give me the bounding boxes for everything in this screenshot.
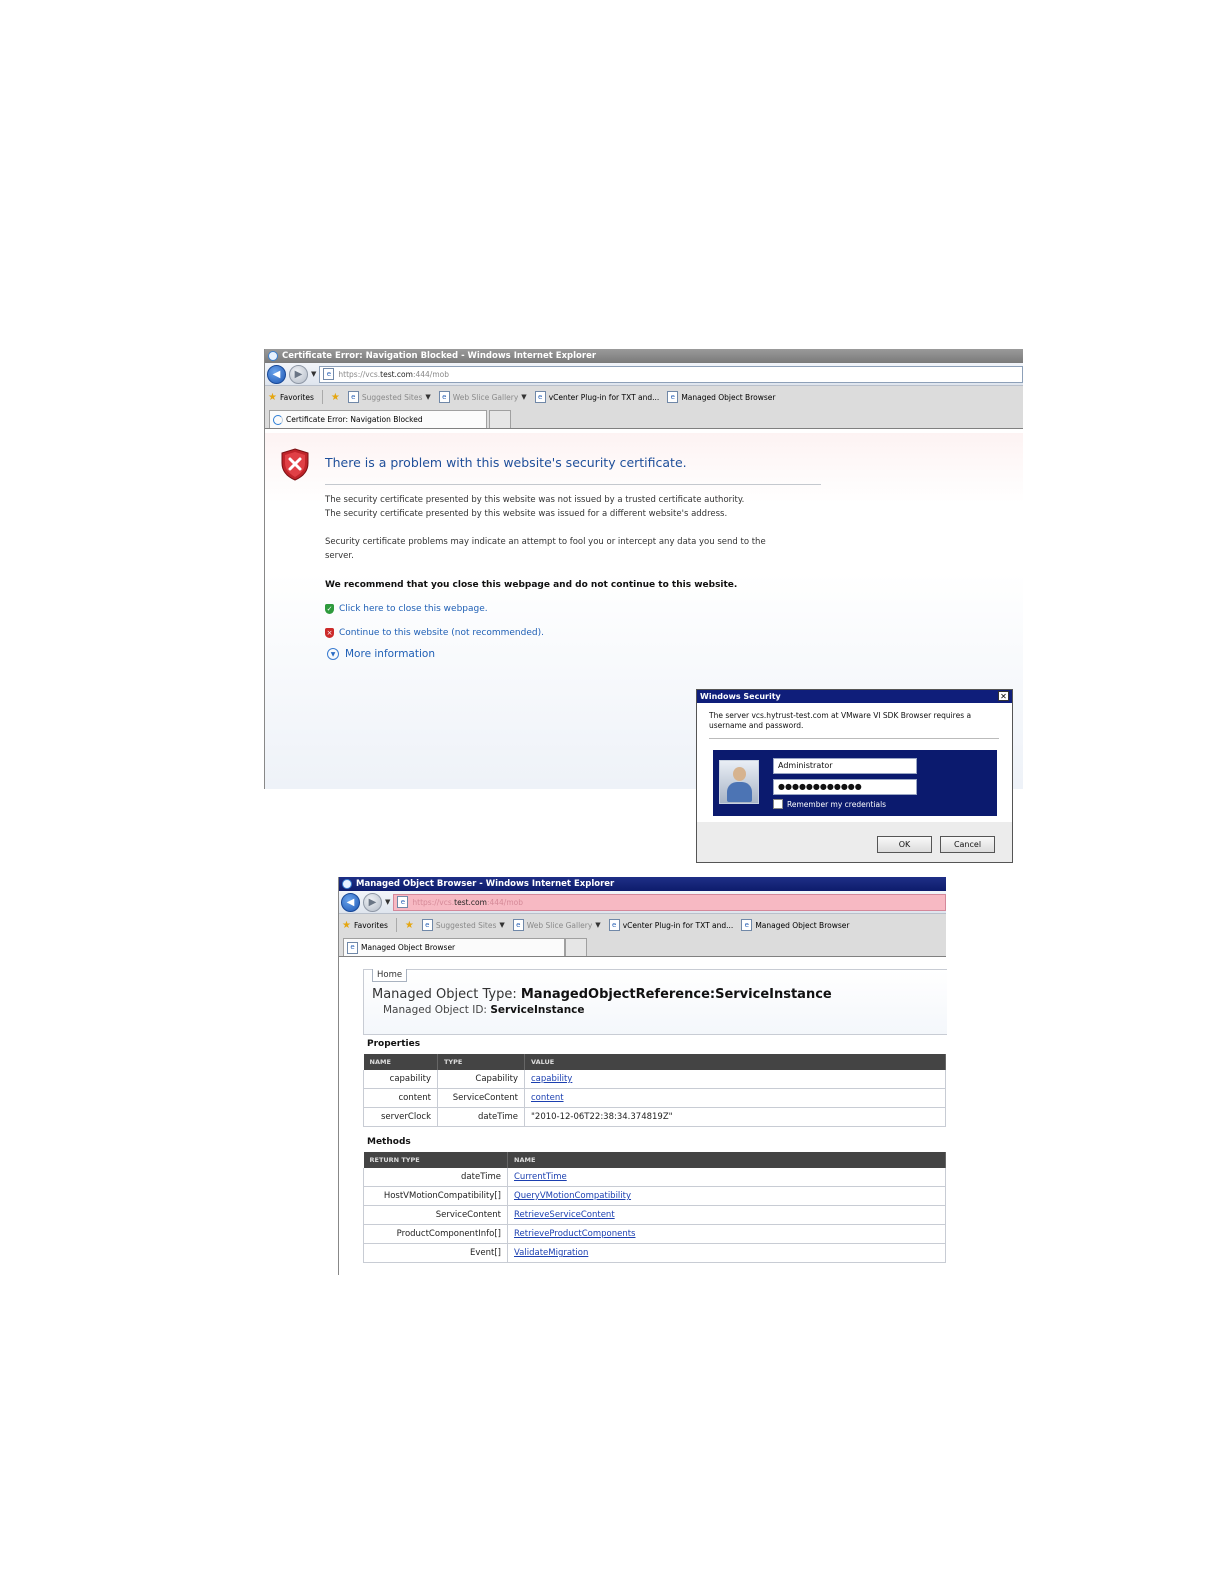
loading-icon — [273, 415, 283, 425]
divider — [325, 484, 821, 485]
address-bar[interactable] — [319, 366, 1023, 383]
method-link[interactable]: RetrieveServiceContent — [514, 1210, 615, 1220]
methods-table — [363, 1152, 946, 1263]
add-favorite-icon[interactable]: ★ — [330, 391, 340, 403]
shield-ok-icon: ✓ — [326, 604, 333, 613]
close-webpage-link[interactable]: ✓ Click here to close this webpage. — [326, 604, 488, 614]
page-icon: e — [439, 391, 450, 403]
column-header: NAME — [364, 1054, 438, 1070]
address-toolbar — [339, 891, 946, 914]
property-name: serverClock — [364, 1108, 438, 1127]
method-link[interactable]: ValidateMigration — [514, 1248, 589, 1258]
window-titlebar — [339, 877, 946, 891]
recommendation-text: We recommend that you close this webpage and do not continue to this website. — [325, 580, 738, 590]
property-name: capability — [364, 1070, 438, 1089]
back-arrow-icon[interactable]: ◀ — [341, 893, 360, 912]
username-field[interactable]: Administrator — [773, 758, 917, 774]
tab-bar — [339, 936, 946, 957]
new-tab-button[interactable] — [489, 410, 511, 428]
shield-error-icon: × — [326, 628, 333, 637]
table-row — [364, 1244, 946, 1263]
table-row — [364, 1089, 946, 1108]
method-return-type: Event[] — [364, 1244, 508, 1263]
table-row — [364, 1168, 946, 1187]
page-icon: e — [348, 391, 359, 403]
managed-object-type: Managed Object Type: ManagedObjectReference:ServiceInstance — [372, 987, 832, 1002]
column-header: TYPE — [438, 1054, 525, 1070]
error-text-untrusted: The security certificate presented by this website was not issued by a trusted certificate authority. — [325, 495, 745, 505]
windows-security-dialog — [696, 689, 1013, 863]
method-name-cell — [508, 1206, 946, 1225]
expand-chevron-icon: ▼ — [327, 648, 339, 660]
checkbox-icon[interactable] — [773, 799, 783, 809]
dialog-titlebar — [697, 690, 1012, 703]
method-return-type: dateTime — [364, 1168, 508, 1187]
error-text-mismatch: The security certificate presented by this website was issued for a different website's address. — [325, 509, 728, 519]
user-avatar-icon — [719, 760, 759, 804]
window-titlebar — [265, 349, 1023, 363]
internet-explorer-icon — [268, 351, 278, 361]
url-suffix: :444/mob — [486, 897, 523, 907]
url-suffix: :444/mob — [412, 369, 449, 379]
forward-arrow-icon[interactable]: ▶ — [289, 365, 308, 384]
method-name-cell — [508, 1225, 946, 1244]
tab-certificate-error[interactable]: Certificate Error: Navigation Blocked — [269, 410, 487, 428]
divider — [709, 738, 999, 739]
managed-object-browser-page — [339, 959, 946, 1275]
favorites-bar — [339, 914, 946, 936]
url-host: test.com — [454, 897, 487, 907]
new-tab-button[interactable] — [565, 938, 587, 956]
history-dropdown-icon[interactable]: ▼ — [385, 898, 391, 906]
table-row — [364, 1070, 946, 1089]
ie-window-managed-object-browser — [338, 877, 946, 1275]
internet-explorer-icon — [342, 879, 352, 889]
window-title: Certificate Error: Navigation Blocked - Windows Internet Explorer — [282, 351, 597, 361]
tab-managed-object-browser[interactable]: e Managed Object Browser — [343, 938, 565, 956]
favorites-bar — [265, 386, 1023, 408]
method-name-cell — [508, 1244, 946, 1263]
favorite-link-vcenter-plugin[interactable]: e vCenter Plug-in for TXT and... — [609, 919, 734, 931]
favorite-link-web-slice-gallery[interactable]: e Web Slice Gallery ▼ — [439, 391, 527, 403]
method-name-cell — [508, 1187, 946, 1206]
continue-to-website-link[interactable]: × Continue to this website (not recommended). — [326, 628, 544, 638]
ok-button[interactable]: OK — [877, 836, 932, 853]
page-icon: e — [609, 919, 620, 931]
favorites-star-icon: ★ — [268, 391, 277, 403]
url-prefix: https://vcs. — [338, 369, 381, 379]
tab-bar — [265, 408, 1023, 429]
properties-heading: Properties — [367, 1039, 421, 1049]
table-row — [364, 1206, 946, 1225]
dialog-body — [697, 703, 1012, 822]
close-icon[interactable]: ✕ — [998, 691, 1009, 701]
history-dropdown-icon[interactable]: ▼ — [311, 370, 317, 378]
page-icon: e — [347, 942, 358, 954]
dialog-message: The server vcs.hytrust-test.com at VMware VI SDK Browser requires a username and password. — [709, 711, 972, 730]
column-header: VALUE — [525, 1054, 946, 1070]
property-type: Capability — [438, 1070, 525, 1089]
chevron-down-icon: ▼ — [521, 393, 527, 401]
method-return-type: ProductComponentInfo[] — [364, 1225, 508, 1244]
page-icon: e — [667, 391, 678, 403]
address-bar[interactable] — [393, 894, 946, 911]
certificate-error-page — [265, 433, 1023, 849]
table-row — [364, 1187, 946, 1206]
methods-heading: Methods — [367, 1137, 411, 1147]
favorite-link-vcenter-plugin[interactable]: e vCenter Plug-in for TXT and... — [535, 391, 660, 403]
add-favorite-icon[interactable]: ★ — [404, 919, 414, 931]
password-field[interactable]: ●●●●●●●●●●●● — [773, 779, 917, 795]
shield-error-icon — [281, 448, 309, 481]
cancel-button[interactable]: Cancel — [940, 836, 995, 853]
more-information-link[interactable]: ▼ More information — [327, 648, 435, 660]
chevron-down-icon: ▼ — [595, 921, 601, 929]
back-arrow-icon[interactable]: ◀ — [267, 365, 286, 384]
method-return-type: ServiceContent — [364, 1206, 508, 1225]
window-title: Managed Object Browser - Windows Internet Explorer — [356, 879, 615, 889]
property-type: dateTime — [438, 1108, 525, 1127]
property-value-cell — [525, 1089, 946, 1108]
home-link[interactable]: Home — [372, 969, 407, 982]
table-row — [364, 1225, 946, 1244]
error-text-warning: Security certificate problems may indicate an attempt to fool you or intercept any data you send to the server. — [325, 537, 766, 561]
properties-table — [363, 1054, 946, 1127]
column-header: NAME — [508, 1152, 946, 1168]
credential-tile — [713, 750, 997, 816]
forward-arrow-icon[interactable]: ▶ — [363, 893, 382, 912]
favorite-link-web-slice-gallery[interactable]: e Web Slice Gallery ▼ — [513, 919, 601, 931]
favorites-button[interactable]: ★ Favorites — [268, 391, 314, 403]
favorites-star-icon: ★ — [342, 919, 351, 931]
url-prefix: https://vcs. — [412, 897, 455, 907]
page-icon: e — [422, 919, 433, 931]
property-value-cell — [525, 1108, 946, 1127]
remember-credentials-checkbox[interactable]: Remember my credentials — [773, 799, 886, 809]
divider — [322, 390, 323, 404]
table-row — [364, 1108, 946, 1127]
property-name: content — [364, 1089, 438, 1108]
error-headline: There is a problem with this website's security certificate. — [325, 455, 687, 470]
chevron-down-icon: ▼ — [425, 393, 431, 401]
favorite-link-suggested-sites[interactable]: e Suggested Sites ▼ — [348, 391, 431, 403]
page-icon: e — [513, 919, 524, 931]
property-value-link[interactable]: content — [531, 1093, 564, 1103]
favorite-link-managed-object-browser[interactable]: e Managed Object Browser — [667, 391, 775, 403]
address-toolbar — [265, 363, 1023, 386]
page-icon: e — [323, 368, 334, 380]
chevron-down-icon: ▼ — [499, 921, 505, 929]
property-type: ServiceContent — [438, 1089, 525, 1108]
favorites-button[interactable]: ★ Favorites — [342, 919, 388, 931]
method-link[interactable]: QueryVMotionCompatibility — [514, 1191, 632, 1201]
favorite-link-suggested-sites[interactable]: e Suggested Sites ▼ — [422, 919, 505, 931]
dialog-footer — [697, 822, 1012, 862]
page-icon: e — [535, 391, 546, 403]
divider — [396, 918, 397, 932]
url-host: test.com — [380, 369, 413, 379]
column-header: RETURN TYPE — [364, 1152, 508, 1168]
managed-object-id: Managed Object ID: ServiceInstance — [383, 1004, 585, 1016]
page-icon: e — [741, 919, 752, 931]
property-value: "2010-12-06T22:38:34.374819Z" — [531, 1112, 673, 1122]
favorite-link-managed-object-browser[interactable]: e Managed Object Browser — [741, 919, 849, 931]
dialog-title: Windows Security — [700, 692, 781, 701]
method-link[interactable]: CurrentTime — [514, 1172, 567, 1182]
method-return-type: HostVMotionCompatibility[] — [364, 1187, 508, 1206]
page-icon: e — [397, 896, 408, 908]
object-header — [363, 969, 947, 1035]
property-value-link[interactable]: capability — [531, 1074, 573, 1084]
ie-window-certificate-error — [264, 349, 1023, 849]
method-link[interactable]: RetrieveProductComponents — [514, 1229, 636, 1239]
method-name-cell — [508, 1168, 946, 1187]
property-value-cell — [525, 1070, 946, 1089]
